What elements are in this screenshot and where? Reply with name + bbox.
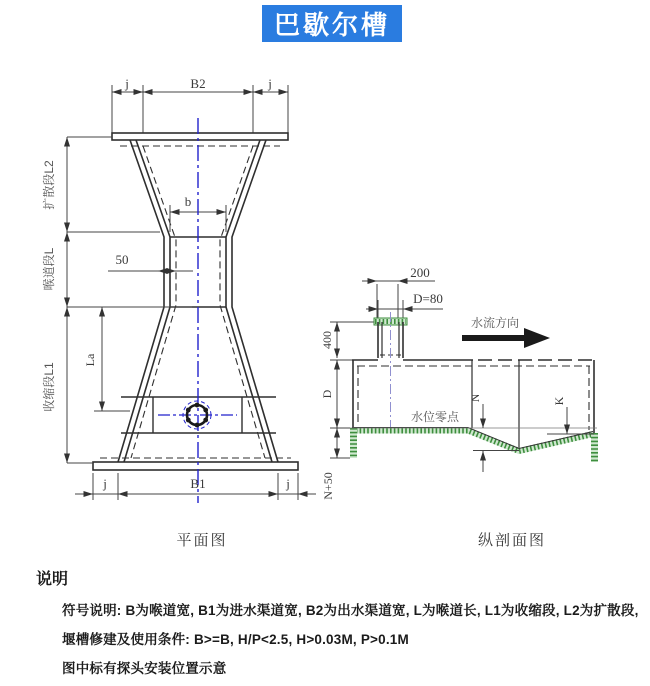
dim-label-k: K <box>552 396 566 406</box>
dim-label-la: La <box>83 353 97 367</box>
notes-line-symbols: 符号说明: B为喉道宽, B1为进水渠道宽, B2为出水渠道宽, L为喉道长, L1为收缩段, L2为扩散段, <box>62 603 639 618</box>
segment-label-l1: 收缩段L1 <box>42 362 56 412</box>
dim-label-d80: D=80 <box>413 291 443 306</box>
segment-label-l: 喉道段L <box>42 247 56 291</box>
section-left-dimensions <box>320 360 352 500</box>
plan-view-caption: 平面图 <box>176 532 228 549</box>
dim-label-j-top-right: j <box>268 76 272 91</box>
water-zero-reference <box>340 409 597 428</box>
section-floor-hatch <box>350 428 598 463</box>
dim-label-j-bottom-left: j <box>103 476 107 491</box>
section-view <box>320 265 598 549</box>
section-view-caption: 纵剖面图 <box>477 532 547 549</box>
flow-direction-arrow-icon <box>462 328 550 348</box>
plan-flume-outline <box>93 133 298 470</box>
dim-label-200: 200 <box>410 265 430 280</box>
plan-wall-thickness-dimension <box>108 252 193 271</box>
dim-label-n50: N+50 <box>321 472 335 500</box>
notes-section <box>36 566 646 686</box>
section-dim-d80 <box>366 291 443 320</box>
page-title-text: 巴歇尔槽 <box>273 10 390 40</box>
dim-label-b1: B1 <box>190 476 206 491</box>
dim-label-j-bottom-right: j <box>286 476 290 491</box>
dim-label-b2: B2 <box>190 76 206 91</box>
dim-label-n: N <box>468 393 482 403</box>
section-dim-400 <box>320 322 378 358</box>
dim-label-j-top-left: j <box>125 76 129 91</box>
probe-stub <box>374 312 407 430</box>
water-zero-label: 水位零点 <box>410 410 460 424</box>
dim-label-50: 50 <box>115 252 129 267</box>
flow-direction-label: 水流方向 <box>470 316 520 330</box>
notes-line-probe: 图中标有探头安装位置示意 <box>62 661 227 676</box>
segment-label-l2: 扩散段L2 <box>42 160 56 210</box>
plan-centerline <box>158 118 237 503</box>
section-channel-outline <box>352 360 595 462</box>
notes-line-conditions: 堰槽修建及使用条件: B>=B, H/P<2.5, H>0.03M, P>0.1M <box>62 632 409 647</box>
plan-view <box>41 76 316 549</box>
dim-label-d: D <box>320 389 334 399</box>
plan-top-dimension <box>112 76 288 133</box>
dim-label-400: 400 <box>320 331 334 349</box>
flow-direction <box>462 315 550 348</box>
notes-heading: 说明 <box>36 571 69 588</box>
plan-bottom-dimension <box>75 473 316 500</box>
dim-label-b: b <box>184 194 192 209</box>
